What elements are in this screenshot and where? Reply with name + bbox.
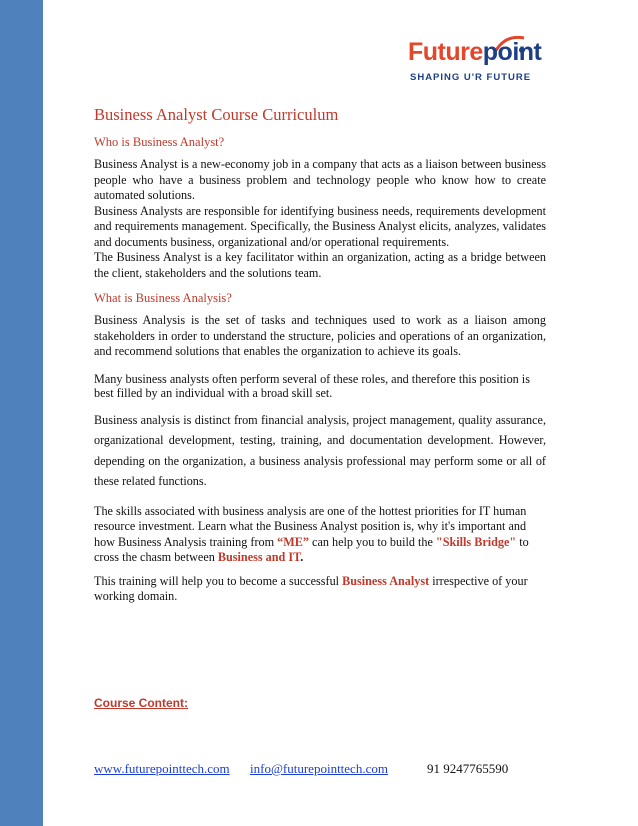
heading-what-is-ba: What is Business Analysis? (94, 291, 232, 305)
footer-website[interactable] (94, 761, 230, 777)
training-text-2: irrespective of your working domain. (94, 573, 528, 603)
footer-email[interactable] (250, 761, 388, 777)
training-business-analyst: Business Analyst (342, 573, 430, 588)
training-text-1: This training will help you to become a successful (94, 573, 343, 588)
training-paragraph (94, 574, 546, 605)
logo-tagline: SHAPING U'R FUTURE (410, 72, 532, 83)
who-paragraph-2: Business Analysts are responsible for identifying business needs, requirements development and requirements management. Specifically, the Business Analyst elicits, analyzes, validates and documents business, organizational and/or operational requirements. (94, 203, 546, 249)
logo-wordmark (408, 38, 541, 67)
what-paragraph-3: Business analysis is distinct from financial analysis, project management, quality assurance, organizational development, testing, training, and documentation development. However, depending on the organization, a business analysis professional may perform some or all of these related functions. (94, 412, 546, 488)
document-body (94, 105, 546, 605)
skills-paragraph (94, 504, 546, 566)
left-sidebar-bar (0, 0, 43, 826)
what-paragraph-1: Business Analysis is the set of tasks and techniques used to work as a liaison among stakeholders in order to understand the structure, policies and operations of an organization, and recommend solutions that enables the organization to achieve its goals. (94, 313, 546, 358)
skills-bridge: "Skills Bridge" (435, 534, 517, 549)
skills-text-1: The skills associated with business analysis are one of the hottest priorities for IT human resource investment. Learn what the Business Analyst position is, why it's important and how Business Analysis training from (94, 503, 527, 549)
heading-who-is-ba: Who is Business Analyst? (94, 135, 225, 149)
website-link[interactable]: www.futurepointtech.com (94, 761, 230, 776)
skills-text-4: . (300, 550, 304, 564)
skills-me: “ME” (277, 534, 309, 549)
who-paragraph-1: Business Analyst is a new-economy job in a company that acts as a liaison between business people who have a business problem and technology people who know how to create automated solutions. (94, 157, 546, 202)
skills-business-it: Business and IT (217, 550, 301, 564)
course-content-heading: Course Content: (94, 696, 188, 710)
logo-word-point: point (482, 38, 542, 66)
what-paragraph-2: Many business analysts often perform several of these roles, and therefore this position is best filled by an individual with a broad skill set. (94, 371, 530, 400)
skills-text-2: can help you to build the (308, 534, 436, 549)
page-title: Business Analyst Course Curriculum (94, 105, 339, 124)
who-paragraph-3: The Business Analyst is a key facilitator within an organization, acting as a bridge between the client, stakeholders and the solutions team. (94, 250, 546, 280)
footer-phone: 91 9247765590 (427, 761, 509, 776)
skills-text-3: to cross the chasm between (94, 534, 529, 564)
logo-word-future: Future (408, 38, 483, 66)
futurepoint-logo (404, 38, 554, 88)
email-link[interactable]: info@futurepointtech.com (250, 761, 388, 776)
